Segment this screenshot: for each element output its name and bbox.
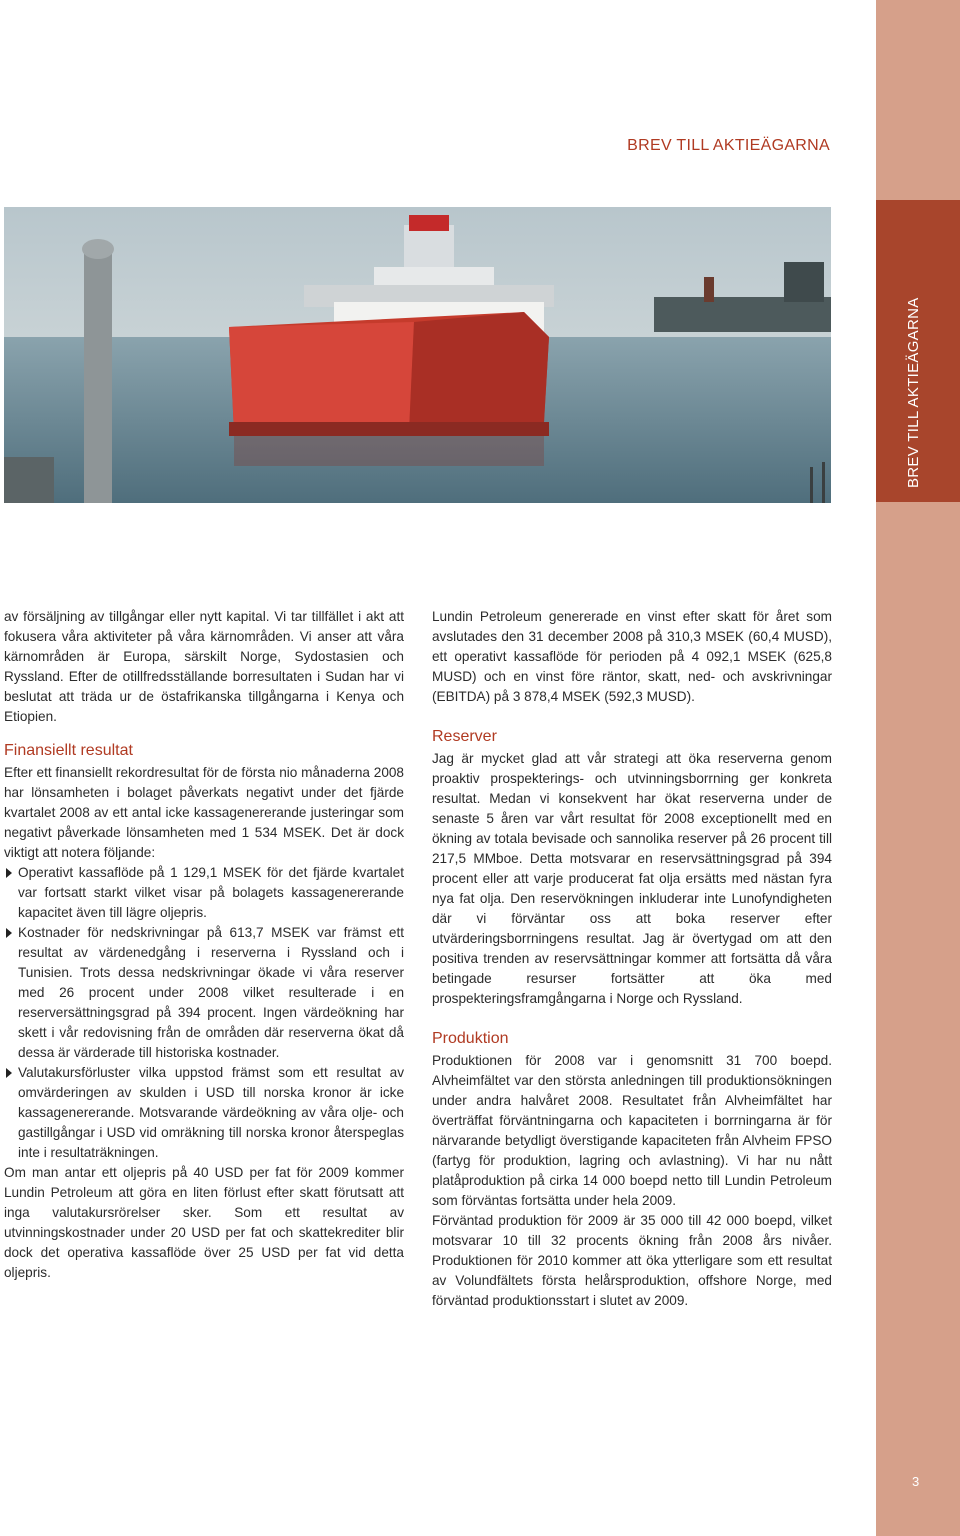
bullet-item: Valutakursförluster vilka uppstod främst som ett resultat av omvärderingen av skulden i USD till norska kronor är icke kassagenererande. Motsvarande värdeökning av våra olje- och gastillgångar i USD vid omräkning till norska kronor återspeglas inte i resultaträkningen. — [4, 1063, 404, 1163]
page-title: BREV TILL AKTIEÄGARNA — [627, 137, 830, 154]
page-number: 3 — [912, 1474, 920, 1489]
financial-result-heading: Finansiellt resultat — [4, 742, 133, 759]
left-closing: Om man antar ett oljepris på 40 USD per fat för 2009 kommer Lundin Petroleum att göra en liten förlust efter skatt förutsatt att inga valutakursrörelser sker. Som ett resultat av utvinningskostnader under 20 USD per fat och skattekrediter blir dock det operativa kassaflöde över 25 USD per fat vid detta oljepris. — [4, 1165, 404, 1280]
left-column — [4, 607, 404, 1283]
right-intro: Lundin Petroleum genererade en vinst efter skatt för året som avslutades den 31 december 2008 på 310,3 MSEK (60,4 MUSD), ett operativt kassaflöde för perioden på 4 092,1 MSEK (625,8 MUSD) och en vinst före räntor, skatt, ned- och avskrivningar (EBITDA) på 3 878,4 MSEK (592,3 MUSD). — [432, 609, 832, 704]
left-intro: av försäljning av tillgångar eller nytt kapital. Vi tar tillfället i akt att fokusera våra aktiviteter på våra kärnområden. Vi anser att våra kärnområden är Europa, särskilt Norge, Sydostasien och Ryssland. Efter de otillfredsställande borresultaten i Sudan har vi beslutat att träda ur de östafrikanska tillgångarna i Kenya och Etiopien. — [4, 609, 404, 724]
reserves-body: Jag är mycket glad att vår strategi att öka reserverna genom proaktiv prospekterings- och utvinningsborrning ger konkreta resultat. Medan vi konsekvent har ökat reserverna under de senaste 5 åren var vårt resultat för 2008 exceptionellt med en ökning av totala bevisade och sannolika reserver på 26 procent till 217,5 MMboe. Detta motsvarar en reservsättningsgrad på 394 procent eller att varje producerat fat olja ersätts med nästan fyra nya fat olja. Den reservökningen inkluderar inte Lunofyndigheten där vi förväntar oss att boka reserver efter utvärderingsborrningens resultat. Jag är övertygad om att den positiva trenden av reservsättningar kommer att fortsätta då våra betingade resurser fortsätter att öka med prospekteringsframgångarna i Norge och Ryssland. — [432, 751, 832, 1006]
tanker-photo — [4, 207, 831, 503]
sidebar-label: BREV TILL AKTIEÄGARNA — [905, 297, 922, 488]
production-body: Produktionen för 2008 var i genomsnitt 31 700 boepd. Alvheimfältet var den största anledningen till produktionsökningen under andra halvåret 2008. Resultatet från Alvheimfältet har överträffat förväntningarna och kapaciteten i borrningarna är för närvarande betydligt överstigande kapaciteten från Alvheim FPSO (fartyg för produktion, lagring och avlastning). Vi har nu nått platåproduktion på cirka 14 000 boepd netto till Lundin Petroleum som förväntas fortsätta under hela 2009. — [432, 1053, 832, 1208]
right-column — [432, 607, 832, 1311]
bullet-item: Kostnader för nedskrivningar på 613,7 MSEK var främst ett resultat av värdenedgång i reserverna i Ryssland och i Tunisien. Trots dessa nedskrivningar ökade vi våra reserver med 26 procent under 2008 vilket resulterade i en reserversättningsgrad på 394 procent. Ingen värdeökning har skett i vår redovisning från de områden där reserverna ökat då dessa är värderade till historiska kostnader. — [4, 923, 404, 1063]
production-heading: Produktion — [432, 1030, 509, 1047]
production-forecast: Förväntad produktion för 2009 är 35 000 till 42 000 boepd, vilket motsvarar 10 till 32 procents ökning från 2008 års nivåer. Produktionen för 2010 kommer att öka ytterligare som ett resultat av Volundfältets första helårsproduktion, offshore Norge, med förväntad produktionsstart i slutet av 2009. — [432, 1213, 832, 1308]
bullet-item: Operativt kassaflöde på 1 129,1 MSEK för det fjärde kvartalet var fortsatt starkt vilket visar på bolagets kassagenererande kapacitet även till lägre oljepris. — [4, 863, 404, 923]
reserves-heading: Reserver — [432, 728, 497, 745]
sidebar — [876, 0, 960, 1536]
financial-result-body: Efter ett finansiellt rekordresultat för de första nio månaderna 2008 har lönsamheten i bolaget påverkats negativt under det fjärde kvartalet 2008 av ett antal icke kassagenererande justeringar som negativt påverkade lönsamheten med 1 534 MSEK. Det är dock viktigt att notera följande: — [4, 765, 404, 860]
